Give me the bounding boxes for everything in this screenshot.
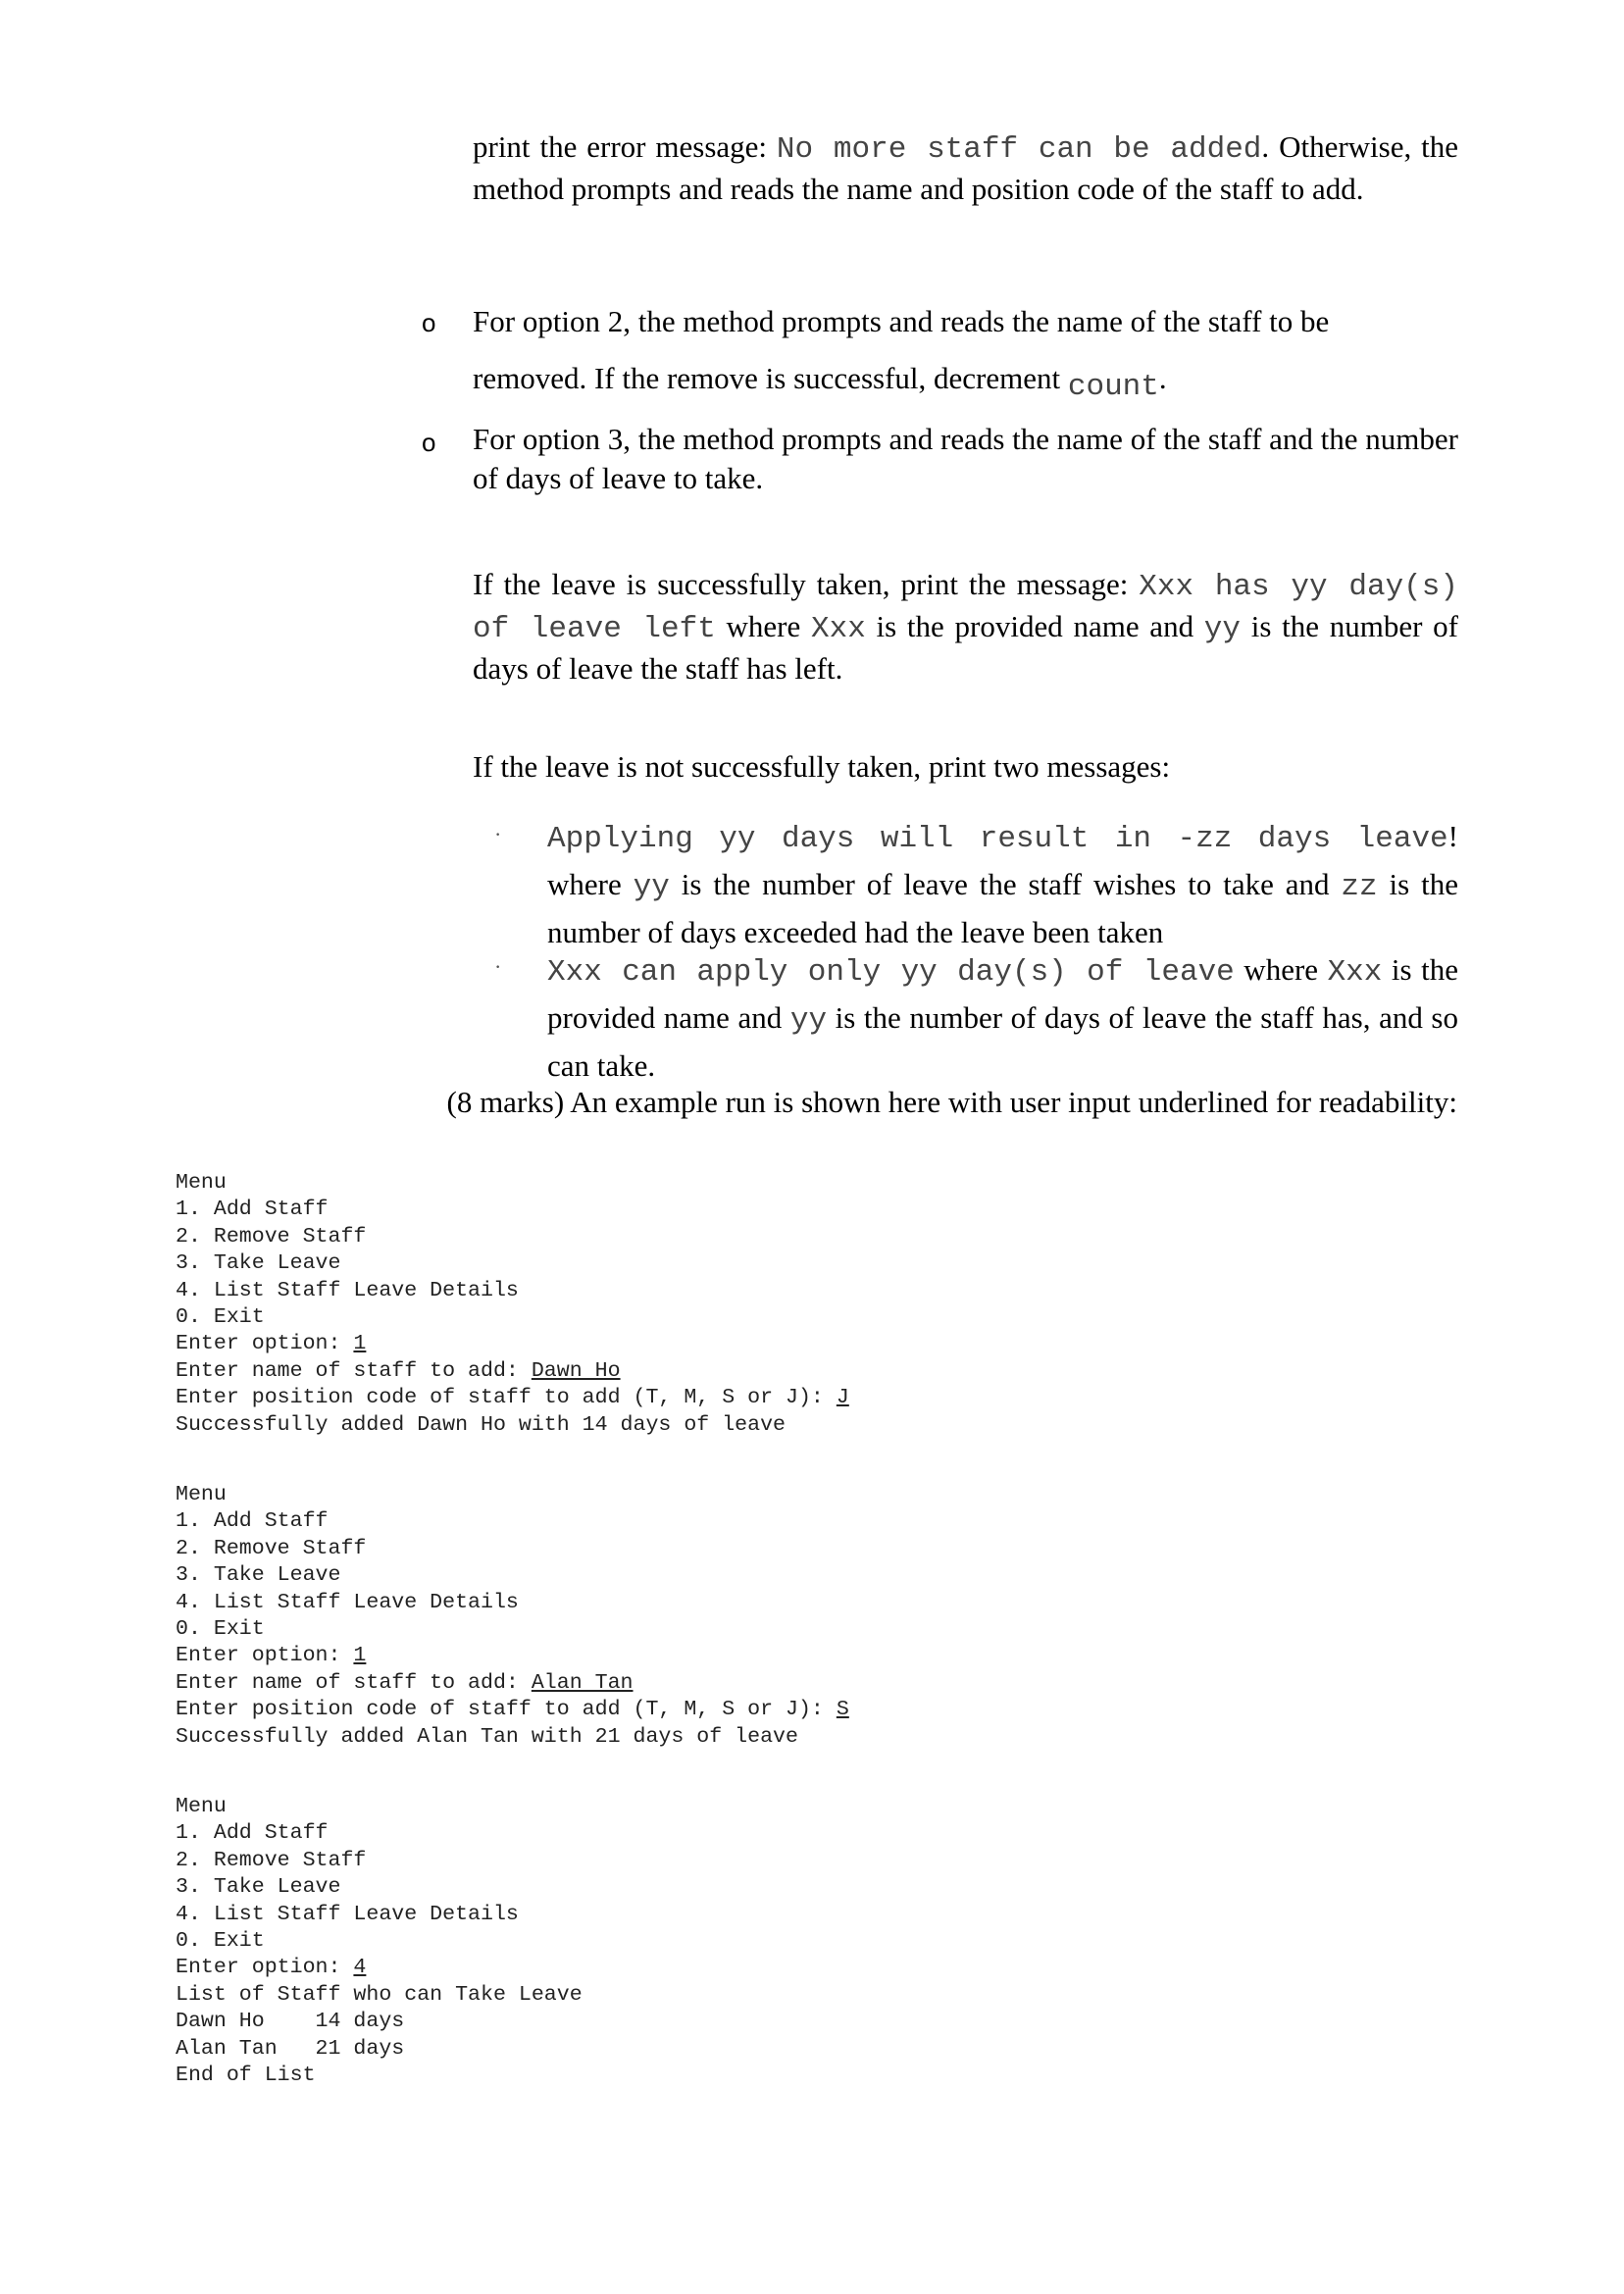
success-code: Xxx has yy day(s) of leave left [473, 570, 1458, 646]
option2-line2: removed. If the remove is successful, decrement count. [473, 361, 1167, 404]
example-run-3: Menu 1. Add Staff 2. Remove Staff 3. Take Leave 4. List Staff Leave Details 0. Exit Enter option: 4 List of Staff who can Take Leave Dawn Ho 14 days Alan Tan 21 days End of List [176, 1795, 583, 2088]
user-input: 1 [353, 1644, 367, 1668]
user-input: J [836, 1386, 849, 1410]
user-input: 1 [353, 1332, 367, 1356]
error-code-text: No more staff can be added [776, 132, 1262, 167]
sub2-paragraph: Xxx can apply only yy day(s) of leave where Xxx is the provided name and yy is the number of days of leave the staff has, and so can take. [547, 952, 1458, 1083]
example-run-2: Menu 1. Add Staff 2. Remove Staff 3. Take Leave 4. List Staff Leave Details 0. Exit Enter option: 1 Enter name of staff to add: Alan Tan Enter position code of staff to add (T, M, S or J): S Successfully added Alan Tan with 21 days of leave [176, 1483, 849, 1749]
user-input: Dawn Ho [531, 1358, 621, 1383]
option3-text: For option 3, the method prompts and reads the name of the staff and the number of days of leave to take. [473, 422, 1458, 495]
user-input: S [836, 1698, 849, 1722]
count-code: count [1067, 370, 1159, 404]
option2-line1: For option 2, the method prompts and reads the name of the staff to be [473, 304, 1330, 338]
example-run-1: Menu 1. Add Staff 2. Remove Staff 3. Take Leave 4. List Staff Leave Details 0. Exit Enter option: 1 Enter name of staff to add: Dawn Ho Enter position code of staff to add (T, M, S or J): J Successfully added Dawn Ho with 14 days of leave [176, 1171, 849, 1437]
marks-line: (8 marks) An example run is shown here with user input underlined for readability: [446, 1085, 1457, 1119]
failure-intro: If the leave is not successfully taken, print two messages: [473, 749, 1171, 784]
para1-text: print the error message: [473, 129, 777, 164]
bullet-o-option2: o [422, 308, 436, 337]
success-paragraph: If the leave is successfully taken, print the message: Xxx has yy day(s) of leave left where Xxx is the provided name and yy is the number of days of leave the staff has left. [473, 567, 1458, 686]
user-input: 4 [353, 1956, 367, 1980]
sub1-paragraph: Applying yy days will result in -zz days leave! where yy is the number of leave the staff wishes to take and zz is the number of days exceeded had the leave been taken [547, 819, 1458, 949]
user-input: Alan Tan [531, 1670, 634, 1695]
para1-suffix: . Otherwise, the method prompts and reads the name and position code of the staff to add. [473, 129, 1459, 206]
error-message-paragraph [473, 127, 1458, 209]
bullet-o-option3: o [422, 428, 436, 457]
sub-bullet-2: · [494, 954, 502, 979]
sub-bullet-1: · [494, 822, 502, 846]
